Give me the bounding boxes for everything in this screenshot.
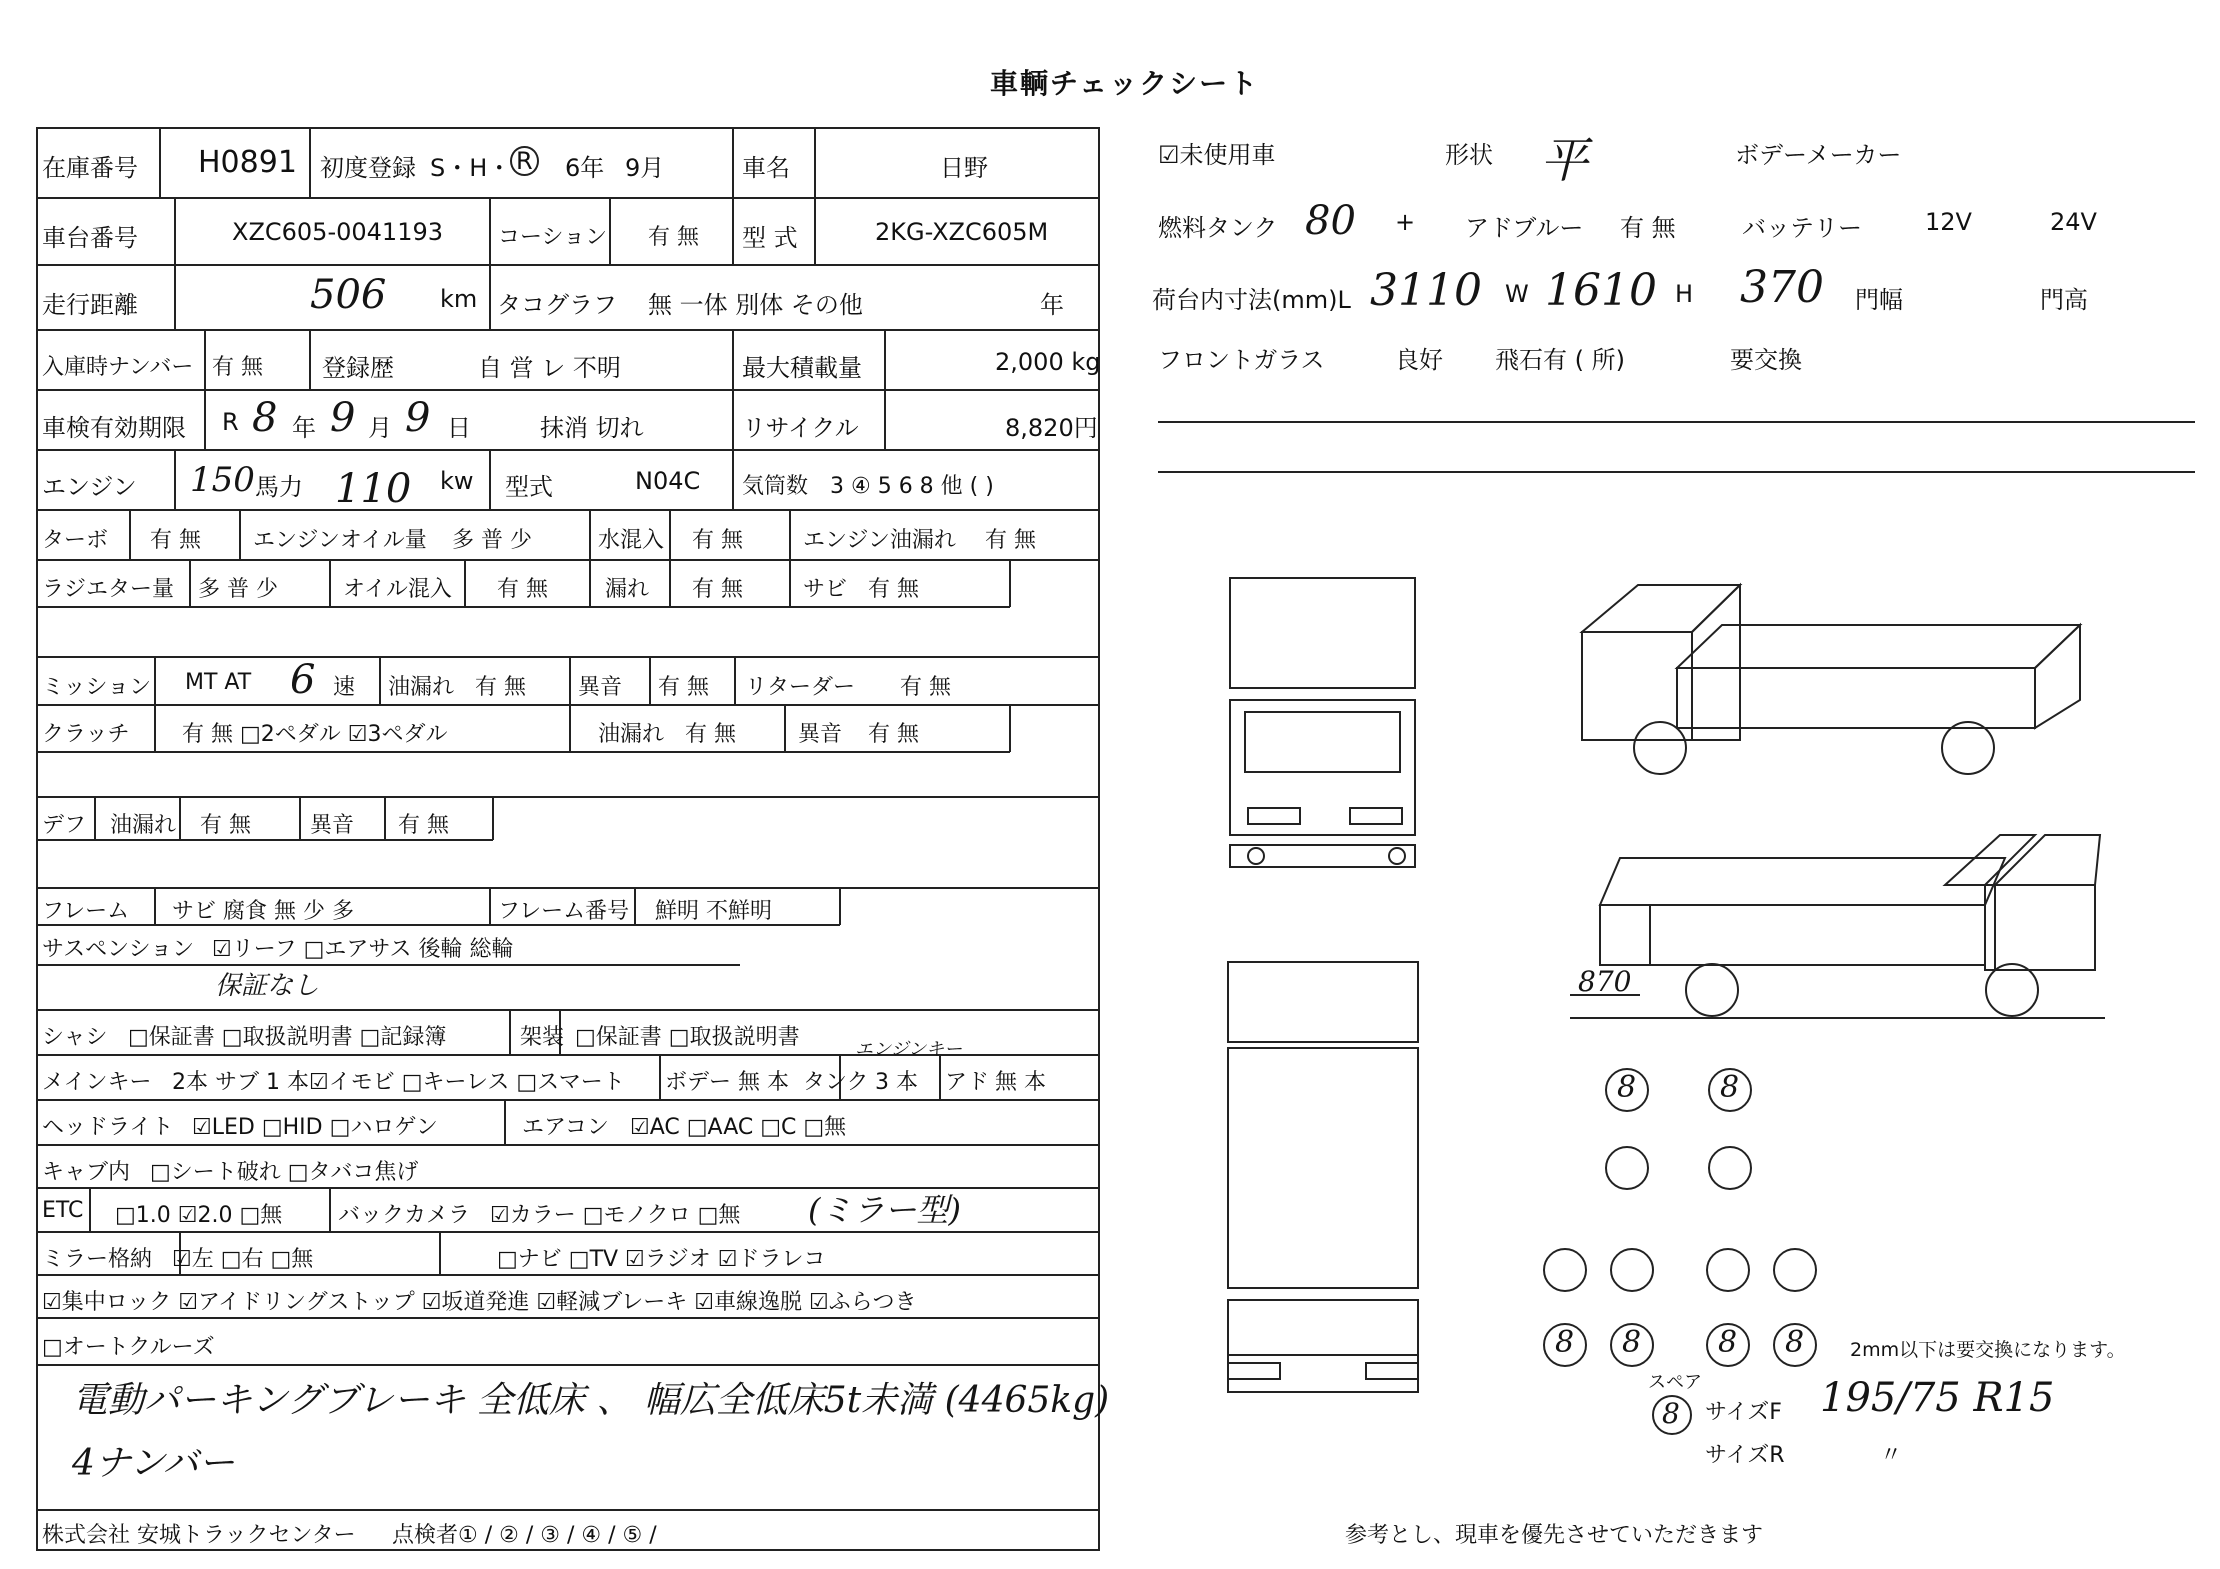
water-mix-label: 水混入 (598, 528, 665, 553)
back-camera-value: ☑カラー □モノクロ □無 (490, 1203, 741, 1228)
tank-key-value: 3 本 (875, 1070, 918, 1095)
inspection-year: 8 (252, 395, 278, 441)
headlight-value: ☑LED □HID □ハロゲン (192, 1115, 438, 1140)
frame-label: フレーム (42, 899, 130, 924)
suspension-label: サスペンション (42, 937, 195, 962)
frame-value: サビ 腐食 無 少 多 (172, 899, 354, 924)
tire-mark-rl2: 8 (1622, 1325, 1642, 1360)
front-view-cab-top (1230, 578, 1415, 688)
gear-count: 6 (290, 657, 316, 703)
bed-length: 3110 (1370, 265, 1482, 316)
unused-vehicle: ☑未使用車 (1158, 141, 1276, 169)
spare-label: スペア (1648, 1372, 1702, 1393)
mileage-label: 走行距離 (42, 291, 138, 319)
warranty-note: 保証なし (215, 971, 320, 1001)
km-unit: km (440, 285, 478, 313)
day-unit: 日 (447, 414, 471, 442)
rust-label: サビ (803, 577, 848, 602)
tire-mark-fl: 8 (1617, 1070, 1637, 1105)
gate-height-label: 門高 (2040, 286, 2088, 314)
water-mix-value: 有 無 (692, 528, 743, 553)
cab-interior-label: キャブ内 (42, 1160, 131, 1185)
coating-label: コーション (498, 225, 608, 250)
engine-key-note: エンジンキー (855, 1039, 963, 1060)
mission-leak-label: 油漏れ (388, 675, 455, 700)
bed-h-label: H (1675, 280, 1694, 308)
plate-label: 入庫時ナンバー (42, 355, 194, 380)
car-name-label: 車名 (742, 154, 790, 182)
diff-noise-value: 有 無 (398, 813, 449, 838)
engine-model: N04C (635, 467, 701, 495)
max-load: 2,000 kg (995, 348, 1101, 376)
rust-value: 有 無 (868, 577, 919, 602)
engine-model-label: 型式 (505, 473, 553, 501)
etc-value: □1.0 ☑2.0 □無 (115, 1203, 283, 1228)
aircon-label: エアコン (522, 1115, 609, 1140)
gate-width-label: 門幅 (1855, 286, 1903, 314)
chassis-docs-label: シャシ (42, 1025, 108, 1050)
mileage: 506 (310, 272, 387, 318)
clutch-noise-label: 異音 (798, 722, 843, 747)
mission-leak-value: 有 無 (475, 675, 526, 700)
main-key-label: メインキー (42, 1070, 152, 1095)
back-camera-label: バックカメラ (338, 1203, 471, 1228)
kw-unit: kw (440, 467, 474, 495)
fuel-plus: + (1395, 208, 1416, 236)
kilowatt: 110 (335, 466, 412, 512)
suspension-value: ☑リーフ □エアサス 後輪 総輪 (212, 937, 514, 962)
fuel-tank-value: 80 (1305, 198, 1356, 244)
nav-options: □ナビ □TV ☑ラジオ ☑ドラレコ (497, 1247, 826, 1272)
mission-value: MT AT (185, 670, 252, 695)
windshield-chip: 飛石有 ( 所) (1495, 346, 1625, 374)
registration-history-value: 自 営 レ 不明 (478, 354, 621, 382)
etc-label: ETC (42, 1198, 84, 1223)
size-rear: 〃 (1880, 1443, 1903, 1468)
tachograph-year: 年 (1040, 291, 1064, 319)
clutch-leak-value: 有 無 (685, 722, 736, 747)
cylinders-options: 3 ④ 5 6 8 他 ( ) (830, 474, 994, 499)
mission-noise-label: 異音 (578, 675, 623, 700)
turbo-value: 有 無 (150, 528, 201, 553)
tire-mark-spare: 8 (1662, 1397, 1680, 1430)
diff-leak-label: 油漏れ (110, 813, 177, 838)
diff-leak-value: 有 無 (200, 813, 251, 838)
mirror-fold-value: ☑左 □右 □無 (172, 1247, 314, 1272)
side-view-2-bed-top (1600, 858, 2005, 905)
cab-interior-value: □シート破れ □タバコ焦げ (150, 1160, 419, 1185)
battery-24v: 24V (2050, 208, 2097, 236)
adblue-label: アドブルー (1465, 214, 1584, 242)
body-key-label: ボデー (665, 1070, 732, 1095)
bed-size-label: 荷台内寸法(mm)L (1152, 286, 1351, 314)
oil-level-value: 多 普 少 (452, 528, 532, 553)
inspection-expiry-label: 車検有効期限 (42, 414, 186, 442)
hp-unit: 馬力 (255, 473, 303, 501)
inspection-era: R (222, 408, 239, 436)
mirror-type-note: (ミラー型) (808, 1191, 961, 1229)
size-rear-label: サイズR (1705, 1443, 1785, 1468)
footer-note: 参考とし、現車を優先させていただきます (1345, 1523, 1764, 1548)
fuel-tank-label: 燃料タンク (1158, 214, 1278, 242)
shape-value: 平 (1540, 133, 1589, 189)
tank-key-label: タンク (803, 1070, 869, 1095)
remarks-line-2: 4ナンバー (72, 1443, 235, 1484)
frame-number-label: フレーム番号 (498, 899, 630, 924)
clutch-leak-label: 油漏れ (598, 722, 665, 747)
max-load-label: 最大積載量 (742, 354, 862, 382)
leak-value: 有 無 (692, 577, 743, 602)
safety-options: ☑集中ロック ☑アイドリングストップ ☑坂道発進 ☑軽減ブレーキ ☑車線逸脱 ☑ふらつき (42, 1290, 917, 1315)
top-view-cab (1228, 962, 1418, 1042)
mission-label: ミッション (42, 675, 152, 700)
registration-year: 6年 (565, 154, 605, 182)
bed-width: 1610 (1545, 265, 1657, 316)
oil-level-label: エンジンオイル量 (253, 528, 427, 553)
diff-label: デフ (42, 813, 87, 838)
mirror-fold-label: ミラー格納 (42, 1247, 153, 1272)
tire-replace-note: 2mm以下は要交換になります。 (1850, 1339, 2126, 1361)
tachograph-options: 無 一体 別体 その他 (648, 291, 863, 319)
chassis-number: XZC605-0041193 (232, 218, 443, 246)
horsepower: 150 (190, 460, 255, 500)
size-front: 195/75 R15 (1820, 1375, 2055, 1421)
body-maker-label: ボデーメーカー (1735, 141, 1902, 169)
cylinders-label: 気筒数 (742, 474, 809, 499)
remarks-line-1: 電動パーキングブレーキ 全低床 、 幅広全低床5t未満 (4465kg) (72, 1380, 1110, 1421)
inspector-list: 点検者① / ② / ③ / ④ / ⑤ / (392, 1523, 657, 1548)
year-unit: 年 (292, 414, 316, 442)
diff-noise-label: 異音 (310, 813, 355, 838)
retarder-value: 有 無 (900, 675, 951, 700)
first-registration-label: 初度登録 (320, 154, 416, 182)
clutch-label: クラッチ (42, 722, 130, 747)
retarder-label: リターダー (745, 675, 856, 700)
chassis-docs-value: □保証書 □取扱説明書 □記録簿 (128, 1025, 447, 1050)
windshield-label: フロントガラス (1158, 346, 1325, 374)
recycle-fee: 8,820円 (1005, 414, 1098, 442)
inspection-options: 抹消 切れ (540, 414, 644, 442)
month-unit: 月 (368, 414, 392, 442)
mission-noise-value: 有 無 (658, 675, 709, 700)
headlight-label: ヘッドライト (42, 1115, 174, 1140)
oil-mix-label: オイル混入 (343, 577, 452, 602)
battery-label: バッテリー (1742, 214, 1862, 242)
battery-12v: 12V (1925, 208, 1972, 236)
inspection-month: 9 (330, 395, 356, 441)
tachograph-label: タコグラフ (497, 291, 617, 319)
car-name: 日野 (940, 154, 988, 182)
radiator-value: 多 普 少 (198, 577, 278, 602)
engine-leak-label: エンジン油漏れ (803, 528, 956, 553)
coating-value: 有 無 (648, 225, 699, 250)
gear-unit: 速 (333, 675, 356, 700)
model: 2KG-XZC605M (875, 218, 1049, 246)
tire-mark-rl1: 8 (1555, 1325, 1575, 1360)
era-options: S・H・ (430, 154, 512, 182)
inspection-day: 9 (405, 395, 431, 441)
page-title: 車輌チェックシート (990, 67, 1260, 100)
aircon-value: ☑AC □AAC □C □無 (630, 1115, 847, 1140)
adblue-value: 有 無 (1620, 214, 1676, 242)
clutch-value: 有 無 □2ペダル ☑3ペダル (182, 722, 448, 747)
stock-number-label: 在庫番号 (42, 154, 138, 182)
tire-mark-fr: 8 (1720, 1070, 1740, 1105)
chassis-number-label: 車台番号 (42, 224, 138, 252)
plate-value: 有 無 (212, 355, 263, 380)
main-key-value: 2本 サブ 1 本☑イモビ □キーレス □スマート (172, 1070, 625, 1095)
body-docs-value: □保証書 □取扱説明書 (575, 1025, 800, 1050)
stock-number: H0891 (198, 145, 297, 180)
shape-label: 形状 (1445, 141, 1493, 169)
body-docs-label: 架装 (520, 1025, 565, 1050)
front-view-cab (1230, 700, 1415, 835)
body-key-value: 無 本 (738, 1070, 789, 1095)
oil-mix-value: 有 無 (497, 577, 548, 602)
top-view-bed (1228, 1048, 1418, 1288)
windshield-replace: 要交換 (1730, 346, 1802, 374)
frame-number-value: 鮮明 不鮮明 (655, 899, 772, 924)
registration-history-label: 登録歴 (322, 354, 394, 382)
bed-height: 370 (1740, 262, 1824, 313)
engine-leak-value: 有 無 (985, 528, 1036, 553)
adblue-key-label: アド (945, 1070, 990, 1095)
turbo-label: ターボ (42, 528, 109, 553)
radiator-label: ラジエター量 (42, 577, 175, 602)
adblue-key-value: 無 本 (995, 1070, 1046, 1095)
engine-label: エンジン (42, 473, 137, 501)
model-label: 型 式 (742, 224, 798, 252)
era-reiwa-circled: R (510, 146, 539, 176)
tire-mark-rr1: 8 (1718, 1325, 1738, 1360)
height-note: 870 (1578, 965, 1632, 998)
recycle-label: リサイクル (742, 414, 859, 442)
size-front-label: サイズF (1705, 1400, 1782, 1425)
windshield-good: 良好 (1395, 346, 1443, 374)
bed-w-label: W (1505, 280, 1529, 308)
registration-month: 9月 (625, 154, 665, 182)
cruise-option: □オートクルーズ (42, 1335, 215, 1360)
leak-label: 漏れ (605, 577, 650, 602)
clutch-noise-value: 有 無 (868, 722, 919, 747)
company-name: 株式会社 安城トラックセンター (42, 1523, 356, 1548)
tire-mark-rr2: 8 (1785, 1325, 1805, 1360)
